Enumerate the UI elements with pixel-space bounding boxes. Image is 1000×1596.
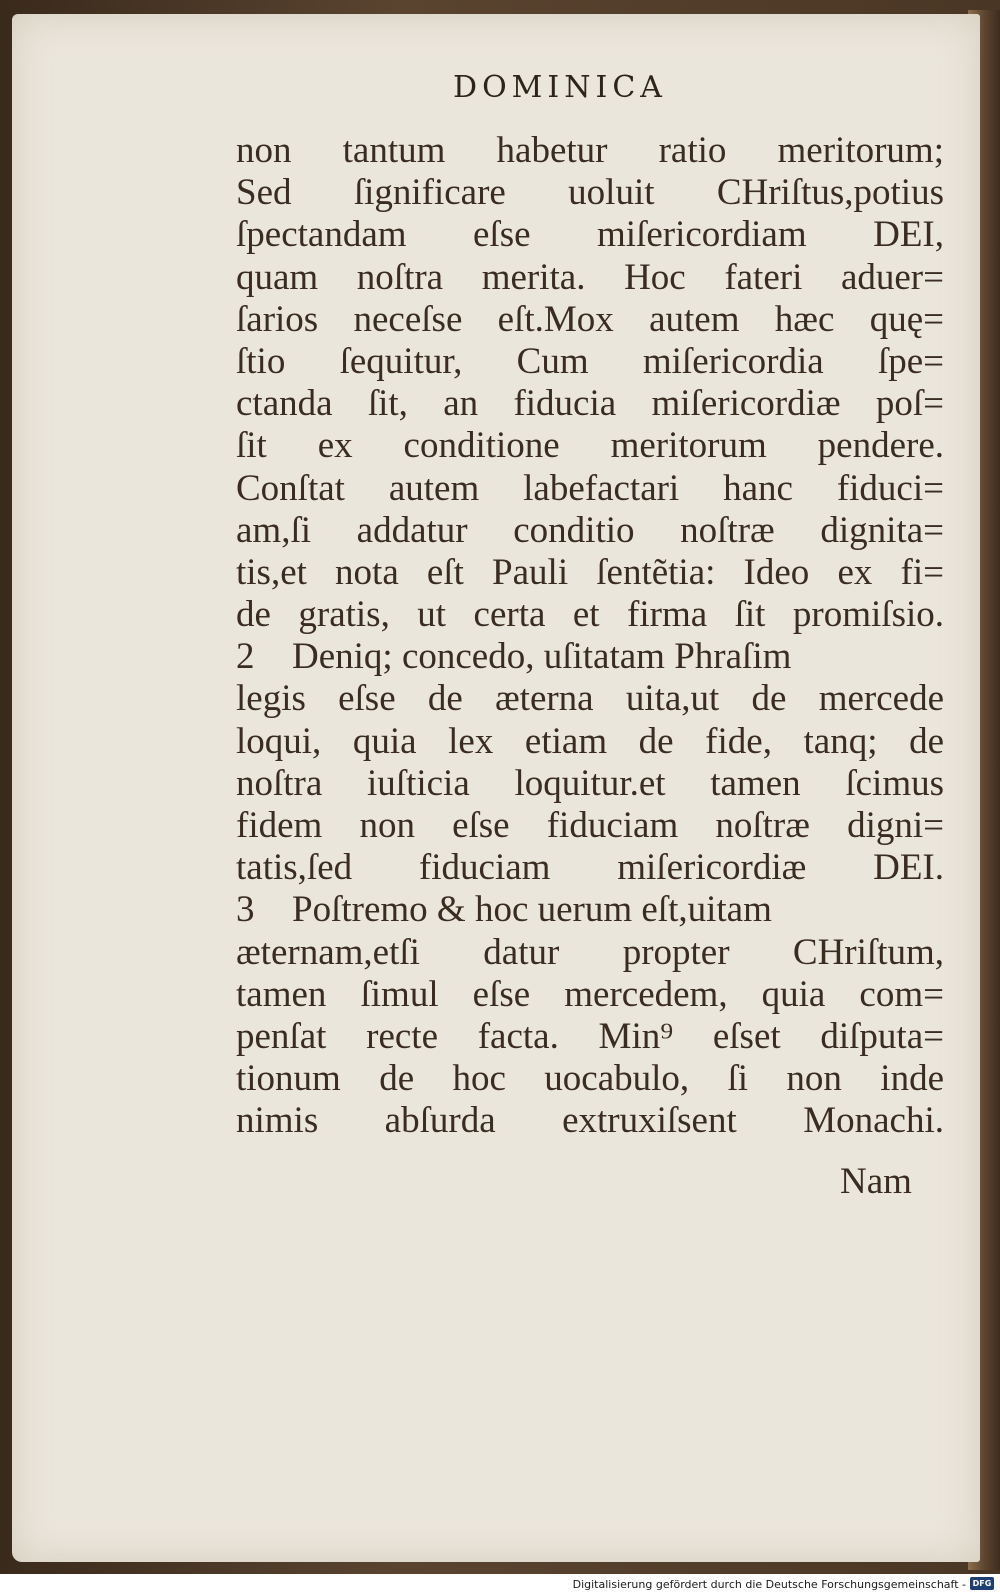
text-line: tatis,ſed fiduciam miſericordiæ DEI. — [236, 847, 944, 889]
paragraph-number: 3 — [236, 889, 255, 931]
running-header: DOMINICA — [453, 70, 667, 105]
text-line: de gratis, ut certa et firma ſit promiſsio. — [236, 594, 944, 636]
footer-credit: Digitalisierung gefördert durch die Deutsche Forschungsgemeinschaft - — [572, 1578, 966, 1591]
dfg-logo: DFG — [970, 1577, 994, 1590]
text-line: ſarios neceſse eſt.Mox autem hæc quę= — [236, 298, 944, 340]
text-line: Sed ſignificare uoluit CHriſtus,potius — [236, 172, 944, 214]
text-line: ctanda ſit, an fiducia miſericordiæ poſ= — [236, 383, 944, 425]
text-line: tamen ſimul eſse mercedem, quia com= — [236, 973, 944, 1015]
text-line: ſpectandam eſse miſericordiam DEI, — [236, 214, 944, 256]
text-line: loqui, quia lex etiam de fide, tanq; de — [236, 720, 944, 762]
text-line: nimis abſurda extruxiſsent Monachi. — [236, 1100, 944, 1142]
text-line: æternam,etſi datur propter CHriſtum, — [236, 931, 944, 973]
text-line — [236, 889, 944, 931]
text-line: non tantum habetur ratio meritorum; — [236, 130, 944, 171]
text-line: tionum de hoc uocabulo, ſi non inde — [236, 1058, 944, 1100]
text-line — [236, 636, 944, 678]
catchword: Nam — [840, 1161, 912, 1202]
text-line: ſtio ſequitur, Cum miſericordia ſpe= — [236, 340, 944, 382]
text-line: fidem non eſse fiduciam noſtræ digni= — [236, 805, 944, 846]
text-line: ſit ex conditione meritorum pendere. — [236, 425, 944, 467]
text-line: tis,et nota eſt Pauli ſentẽtia: Ideo ex fi= — [236, 551, 944, 593]
text-line: Conſtat autem labefactari hanc fiduci= — [236, 467, 944, 509]
line-text: Deniq; concedo, uſitatam Phraſim — [292, 636, 792, 678]
text-line: quam noſtra merita. Hoc fateri aduer= — [236, 256, 944, 298]
text-line: penſat recte facta. Min⁹ eſset diſputa= — [236, 1015, 944, 1057]
text-line: noſtra iuſticia loquitur.et tamen ſcimus — [236, 762, 944, 804]
line-text: Poſtremo & hoc uerum eſt,uitam — [292, 889, 772, 931]
text-line: am,ſi addatur conditio noſtræ dignita= — [236, 509, 944, 551]
body-text — [236, 130, 944, 1143]
paragraph-number: 2 — [236, 636, 255, 678]
text-line: legis eſse de æterna uita,ut de mercede — [236, 678, 944, 720]
